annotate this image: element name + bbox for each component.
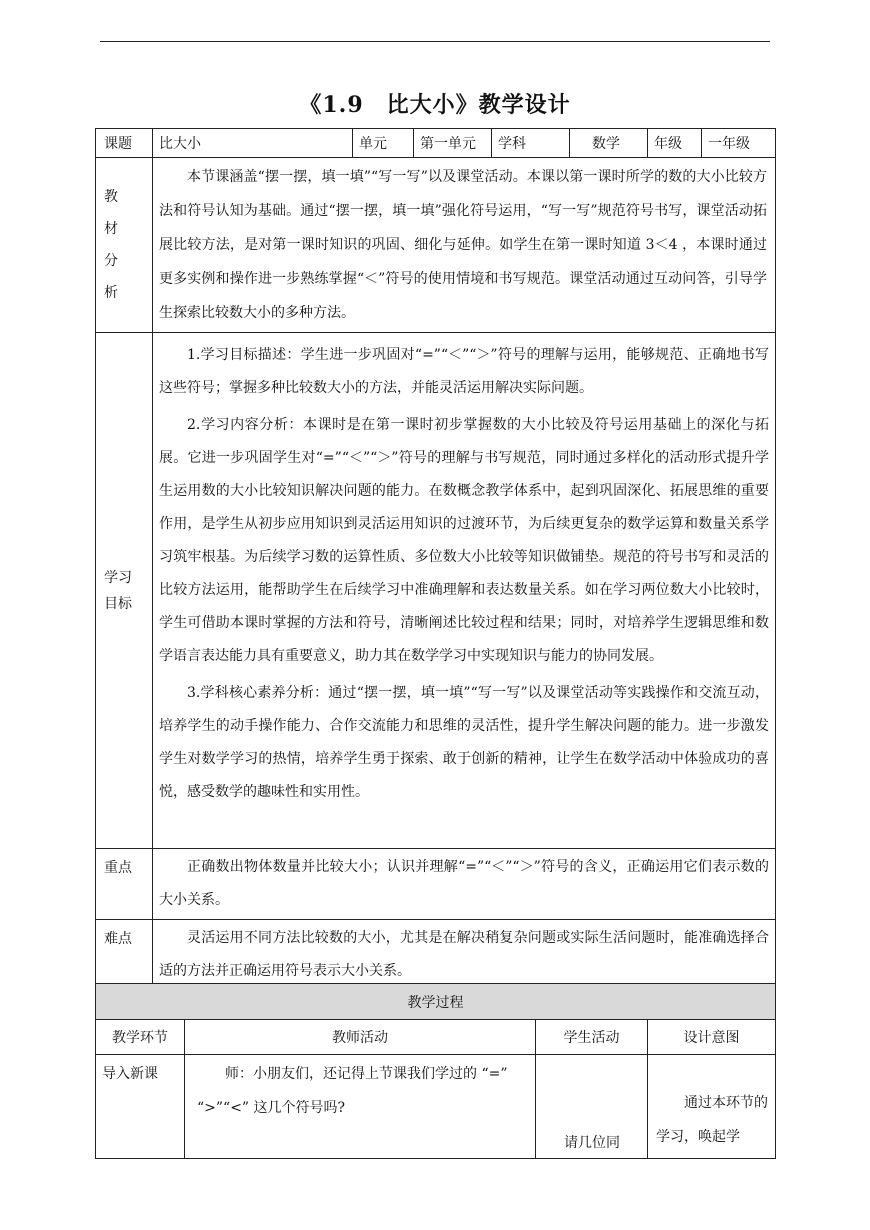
analysis-label (96, 158, 153, 333)
col-teacher: 教师活动 (185, 1020, 536, 1055)
difficulty-cell (153, 920, 776, 991)
analysis-text-cell (153, 158, 776, 333)
process-header: 教学过程 (96, 984, 776, 1020)
unit-value: 第一单元 (414, 129, 492, 158)
col-student: 学生活动 (536, 1020, 648, 1055)
analysis-row (96, 158, 776, 333)
key-point-cell (153, 849, 776, 920)
stage-cell: 导入新课 (96, 1055, 185, 1159)
student-cell: 请几位同 (536, 1055, 648, 1159)
difficulty-row (96, 920, 776, 991)
goals-text-cell (153, 333, 776, 849)
key-point-row (96, 849, 776, 920)
subject-value: 数学 (570, 129, 648, 158)
teacher-cell (185, 1055, 536, 1159)
goals-row (96, 333, 776, 849)
teacher-text: 师：小朋友们，还记得上节课我们学过的 “=” “>”“<” 这几个符号吗? (197, 1066, 508, 1116)
teaching-process-table (95, 983, 776, 1159)
goals-paragraph-2: 2.学习内容分析：本课时是在第一课时初步掌握数的大小比较及符号运用基础上的深化与拓展。它进一步巩固学生对“=”“＜”“＞”符号的理解与书写规范，同时通过多样化的活动形式提升学生运用数的大小比较知识解决问题的能力。在数概念教学体系中，起到巩固深化、拓展思维的重要作用，是学生从初步应用知识到灵活运用知识的过渡环节，为后续更复杂的数学运算和数量关系学习筑牢根基。为后续学习数的运算性质、多位数大小比较等知识做铺垫。规范的符号书写和灵活的比较方法运用，能帮助学生在后续学习中准确理解和表达数量关系。如在学习两位数大小比较时，学生可借助本课时掌握的方法和符号，清晰阐述比较过程和结果；同时，对培养学生逻辑思维和数学语言表达能力具有重要意义，助力其在数学学习中实现知识与能力的协同发展。 (159, 417, 769, 664)
goals-paragraph-1: 1.学习目标描述：学生进一步巩固对“=”“＜”“＞”符号的理解与运用，能够规范、正确地书写这些符号；掌握多种比较数大小的方法，并能灵活运用解决实际问题。 (159, 347, 769, 396)
lesson-info-table (95, 128, 776, 991)
info-row (96, 129, 776, 158)
table-row (96, 1055, 776, 1159)
difficulty-label: 难点 (96, 920, 153, 991)
goals-paragraph-3: 3.学科核心素养分析：通过“摆一摆，填一填”“写一写”以及课堂活动等实践操作和交流互动，培养学生的动手操作能力、合作交流能力和思维的灵活性，提升学生解决问题的能力。进一步激发学生对数学学习的热情，培养学生勇于探索、敢于创新的精神，让学生在数学活动中体验成功的喜悦，感受数学的趣味性和实用性。 (159, 685, 769, 800)
goals-label (96, 333, 153, 849)
unit-label: 单元 (353, 129, 414, 158)
goals-label-line2: 目标 (104, 595, 132, 612)
goals-label-line1: 学习 (104, 569, 132, 586)
col-stage: 教学环节 (96, 1020, 185, 1055)
process-header-row (96, 984, 776, 1020)
key-point-label: 重点 (96, 849, 153, 920)
analysis-label-line1: 教 材 (104, 189, 126, 237)
difficulty-text: 灵活运用不同方法比较数的大小，尤其是在解决稍复杂问题或实际生活问题时，能准确选择合适的方法并正确运用符号表示大小关系。 (159, 930, 769, 979)
lesson-value: 比大小 (153, 129, 353, 158)
header-rule (100, 41, 770, 42)
col-intent: 设计意图 (648, 1020, 776, 1055)
intent-cell: 通过本环节的学习，唤起学 (648, 1055, 776, 1159)
document-title: 《1.9 比大小》教学设计 (299, 92, 571, 118)
key-point-text: 正确数出物体数量并比较大小；认识并理解“=”“＜”“＞”符号的含义，正确运用它们表示数的大小关系。 (159, 859, 769, 908)
process-columns-row (96, 1020, 776, 1055)
grade-value: 一年级 (702, 129, 776, 158)
grade-label: 年级 (648, 129, 702, 158)
lesson-label: 课题 (96, 129, 153, 158)
subject-label: 学科 (492, 129, 570, 158)
analysis-text: 本节课涵盖“摆一摆，填一填”“写一写”以及课堂活动。本课以第一课时所学的数的大小比较方法和符号认知为基础。通过“摆一摆，填一填”强化符号运用，“写一写”规范符号书写，课堂活动拓展比较方法，是对第一课时知识的巩固、细化与延伸。如学生在第一课时知道 3＜4 ，本课时通过更多实例和操作进一步熟练掌握“＜”符号的使用情境和书写规范。课堂活动通过互动问答，引导学生探索比较数大小的多种方法。 (159, 169, 767, 321)
analysis-label-line2: 分析 (104, 253, 126, 301)
